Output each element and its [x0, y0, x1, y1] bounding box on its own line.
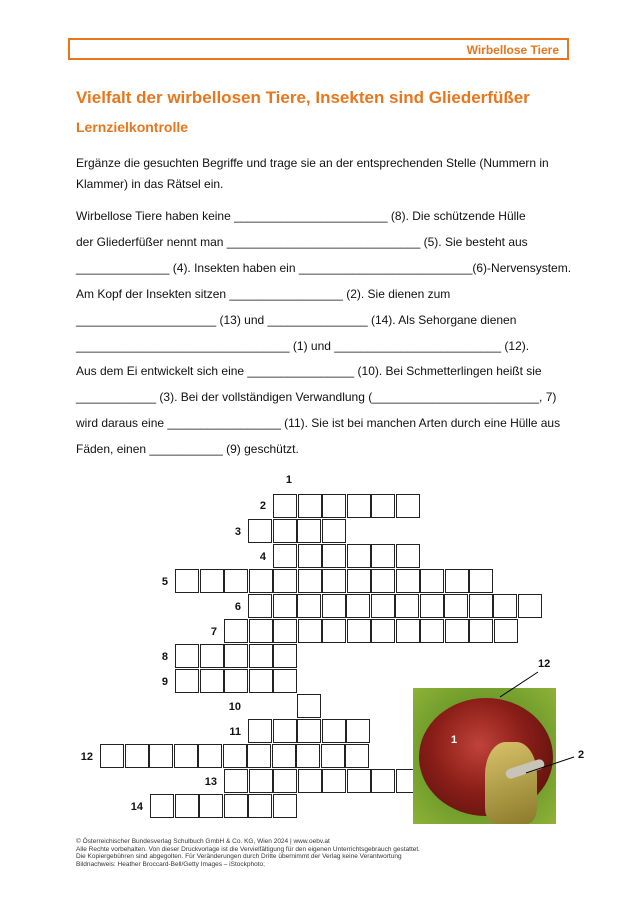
instruction-text: Ergänze die gesuchten Begriffe und trage sie an der entsprechenden Stelle (Nummern in Klammer) in das Rätsel ein.: [76, 156, 549, 191]
pointer-line-2: [526, 757, 574, 773]
photo-label-1: 1: [451, 734, 458, 746]
text-line: Fäden, einen ___________ (9) geschützt.: [76, 442, 299, 456]
clue-number: 4: [259, 551, 266, 563]
clue-number: 1: [285, 474, 292, 486]
page-title: Vielfalt der wirbellosen Tiere, Insekten sind Gliederfüßer: [76, 88, 530, 107]
clue-number: 11: [229, 726, 241, 738]
text-line: ______________ (4). Insekten haben ein __________________________(6)-Nervensystem.: [76, 261, 572, 275]
clue-number: 2: [259, 500, 266, 512]
text-line: ________________________________ (1) und _________________________ (12).: [76, 339, 530, 353]
clue-number: 9: [161, 676, 168, 688]
page-subtitle: Lernzielkontrolle: [76, 119, 189, 135]
pointer-line-12: [500, 672, 538, 697]
clue-number: 7: [210, 626, 217, 638]
photo-label-12: 12: [538, 658, 551, 670]
clue-number: 10: [228, 701, 241, 713]
clue-number: 8: [161, 651, 168, 663]
clue-number: 13: [204, 776, 217, 788]
text-line: wird daraus eine _________________ (11). Sie ist bei manchen Arten durch eine Hülle aus: [76, 416, 561, 430]
text-line: der Gliederfüßer nennt man _____________________________ (5). Sie besteht aus: [76, 235, 528, 249]
text-line: Wirbellose Tiere haben keine _______________________ (8). Die schützende Hülle: [76, 209, 526, 223]
text-line: ____________ (3). Bei der vollständigen Verwandlung (_________________________, 7): [76, 390, 557, 404]
text-line: Aus dem Ei entwickelt sich eine ________________ (10). Bei Schmetterlingen heißt sie: [76, 364, 542, 378]
footer: [76, 838, 420, 868]
header-label: Wirbellose Tiere: [466, 43, 559, 57]
footer-line: Die Kopiergebühren sind abgegolten. Für Veränderungen durch Dritte übernimmt der Verlag keine Verantwortung: [76, 853, 402, 860]
clue-number: 6: [234, 601, 241, 613]
text-line: _____________________ (13) und _______________ (14). Als Sehorgane dienen: [76, 313, 517, 327]
clue-number: 3: [234, 526, 241, 538]
text-line: Am Kopf der Insekten sitzen _________________ (2). Sie dienen zum: [76, 287, 451, 301]
photo-label-2: 2: [578, 749, 585, 761]
clue-number: 12: [80, 751, 93, 763]
footer-line: Bildnachweis: Heather Broccard-Bell/Getty Images – iStockphoto;: [76, 860, 265, 868]
clue-number: 14: [130, 801, 143, 813]
footer-line: Alle Rechte vorbehalten. Von dieser Druckvorlage ist die Vervielfältigung für den eigenen Unterrichtsgebrauch gestattet.: [76, 845, 420, 853]
footer-line: © Österreichischer Bundesverlag Schulbuch GmbH & Co. KG, Wien 2024 | www.oebv.at: [76, 838, 330, 845]
clue-number: 5: [161, 576, 168, 588]
